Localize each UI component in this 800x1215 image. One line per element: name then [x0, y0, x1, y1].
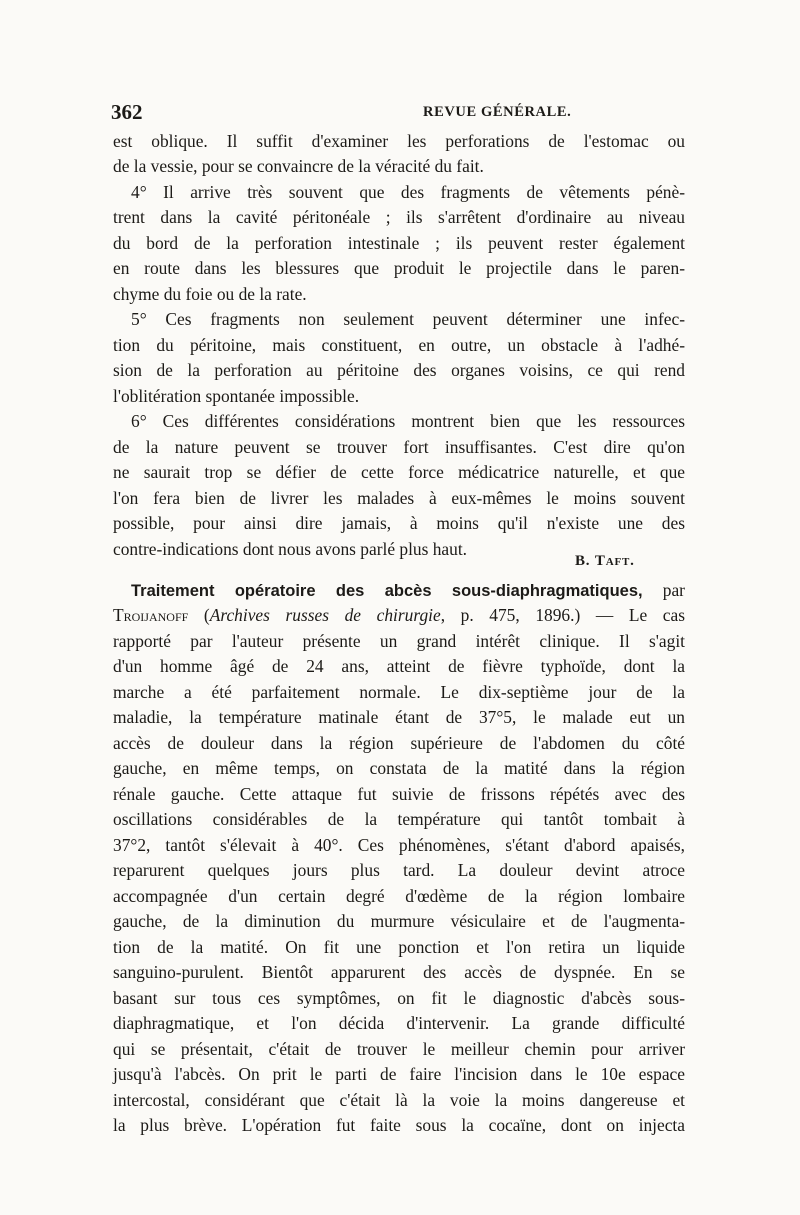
article-author: Troijanoff [113, 605, 189, 625]
signature [575, 553, 635, 570]
article-title: Traitement opératoire des abcès sous-diaphragmatiques, [131, 582, 643, 600]
text-line: jusqu'à l'abcès. On prit le parti de faire l'incision dans le 10e espace [113, 1064, 685, 1084]
text-line: marche a été parfaitement normale. Le dix-septième jour de la [113, 682, 685, 702]
text-line: maladie, la température matinale étant de 37°5, le malade eut un [113, 707, 685, 727]
text-line: en route dans les blessures que produit le projectile dans le paren- [113, 258, 685, 278]
text-line: rapporté par l'auteur présente un grand intérêt clinique. Il s'agit [113, 631, 685, 651]
text-line: ne saurait trop se défier de cette force médicatrice naturelle, et que [113, 462, 685, 482]
running-title: REVUE GÉNÉRALE. [423, 104, 572, 120]
text-line: accompagnée d'un certain degré d'œdème de la région lombaire [113, 886, 685, 906]
text-line: tion de la matité. On fit une ponction et l'on retira un liquide [113, 937, 685, 957]
citation-rest: , p. 475, 1896.) — Le cas [440, 605, 685, 625]
signature-initial: B. [575, 553, 591, 569]
text-line: accès de douleur dans la région supérieure de l'abdomen du côté [113, 733, 685, 753]
text-line: 4° Il arrive très souvent que des fragments de vêtements pénè- [131, 182, 685, 202]
text-line: qui se présentait, c'était de trouver le meilleur chemin pour arriver [113, 1039, 685, 1059]
text-line: est oblique. Il suffit d'examiner les perforations de l'estomac ou [113, 131, 685, 151]
text-line: contre-indications dont nous avons parlé plus haut. [113, 539, 468, 559]
text-line: l'on fera bien de livrer les malades à eux-mêmes le moins souvent [113, 488, 685, 508]
text-line: gauche, en même temps, on constata de la matité dans la région [113, 758, 685, 778]
citation-open: ( [203, 605, 210, 625]
text-line: de la vessie, pour se convaincre de la véracité du fait. [113, 156, 484, 176]
text-line: chyme du foie ou de la rate. [113, 284, 307, 304]
text-line: sion de la perforation au péritoine des organes voisins, ce qui rend [113, 360, 685, 380]
article-title-par: par [662, 580, 685, 600]
article-journal: Archives russes de chirurgie [209, 605, 441, 625]
text-line: basant sur tous ces symptômes, on fit le diagnostic d'abcès sous- [113, 988, 685, 1008]
page-number: 362 [111, 100, 143, 124]
text-line: reparurent quelques jours plus tard. La douleur devint atroce [113, 860, 685, 880]
text-line: rénale gauche. Cette attaque fut suivie de frissons répétés avec des [113, 784, 685, 804]
text-line: sanguino-purulent. Bientôt apparurent des accès de dyspnée. En se [113, 962, 685, 982]
signature-name: Taft. [594, 553, 635, 569]
text-line: l'oblitération spontanée impossible. [113, 386, 360, 406]
text-line: possible, pour ainsi dire jamais, à moins qu'il n'existe une des [113, 513, 685, 533]
text-line: d'un homme âgé de 24 ans, atteint de fièvre typhoïde, dont la [113, 656, 685, 676]
article-citation-line [113, 604, 685, 626]
text-line: de la nature peuvent se trouver fort insuffisantes. C'est dire qu'on [113, 437, 685, 457]
text-line: 37°2, tantôt s'élevait à 40°. Ces phénomènes, s'étant d'abord apaisés, [113, 835, 685, 855]
text-line: du bord de la perforation intestinale ; ils peuvent rester également [113, 233, 685, 253]
text-line: trent dans la cavité péritonéale ; ils s'arrêtent d'ordinaire au niveau [113, 207, 685, 227]
text-line: 5° Ces fragments non seulement peuvent déterminer une infec- [131, 309, 685, 329]
text-line: gauche, de la diminution du murmure vésiculaire et de l'augmenta- [113, 911, 685, 931]
text-line: intercostal, considérant que c'était là la voie la moins dangereuse et [113, 1090, 685, 1110]
text-line: tion du péritoine, mais constituent, en outre, un obstacle à l'adhé- [113, 335, 685, 355]
text-line: la plus brève. L'opération fut faite sous la cocaïne, dont on injecta [113, 1115, 685, 1135]
text-line: oscillations considérables de la température qui tantôt tombait à [113, 809, 685, 829]
text-line: 6° Ces différentes considérations montrent bien que les ressources [131, 411, 685, 431]
text-line: diaphragmatique, et l'on décida d'intervenir. La grande difficulté [113, 1013, 685, 1033]
page-header [111, 100, 691, 124]
article-title-line [131, 579, 685, 601]
